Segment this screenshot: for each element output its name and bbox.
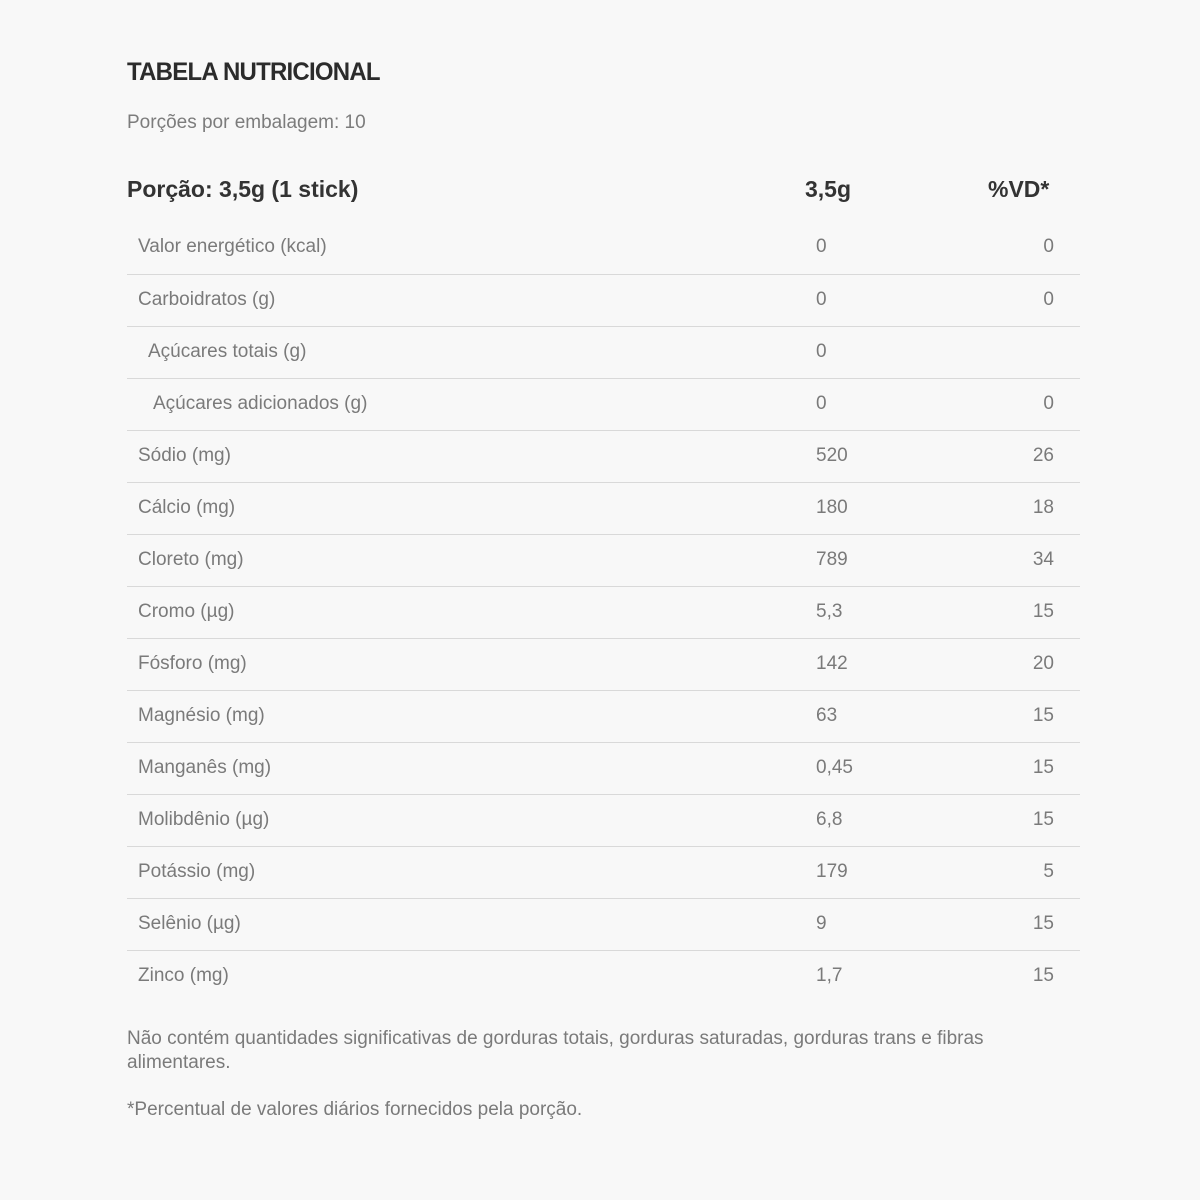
nutrient-amount: 1,7 — [816, 965, 843, 986]
table-row — [127, 430, 1080, 482]
nutrient-name: Valor energético (kcal) — [138, 236, 327, 257]
table-row — [127, 690, 1080, 742]
daily-value-footnote: *Percentual de valores diários fornecidos pela porção. — [127, 1099, 583, 1120]
nutrient-name: Cloreto (mg) — [138, 549, 244, 570]
nutrient-name: Molibdênio (µg) — [138, 809, 270, 830]
nutrient-amount: 142 — [816, 653, 848, 674]
servings-per-package: Porções por embalagem: 10 — [127, 112, 366, 133]
nutrient-amount: 520 — [816, 445, 848, 466]
nutrient-daily-value: 15 — [1032, 757, 1054, 778]
nutrient-daily-value: 0 — [1043, 236, 1054, 257]
nutrient-daily-value: 15 — [1032, 601, 1054, 622]
nutrient-daily-value: 0 — [1043, 393, 1054, 414]
nutrient-name: Cromo (µg) — [138, 601, 235, 622]
nutrient-daily-value: 20 — [1032, 653, 1054, 674]
table-row — [127, 898, 1080, 950]
nutrient-name: Zinco (mg) — [138, 965, 229, 986]
nutrient-daily-value: 18 — [1032, 497, 1054, 518]
nutrient-amount: 63 — [816, 705, 838, 726]
page-title: TABELA NUTRICIONAL — [127, 58, 380, 86]
nutrient-name: Carboidratos (g) — [138, 289, 276, 310]
table-row — [127, 326, 1080, 378]
nutrient-name: Fósforo (mg) — [138, 653, 247, 674]
nutrient-amount: 180 — [816, 497, 848, 518]
table-row — [127, 222, 1080, 274]
nutrient-daily-value: 15 — [1032, 809, 1054, 830]
insignificant-nutrients-note: Não contém quantidades significativas de gorduras totais, gorduras saturadas, gorduras trans e fibras alimentares. — [127, 1028, 984, 1073]
nutrient-amount: 0,45 — [816, 757, 853, 778]
nutrient-daily-value: 5 — [1043, 861, 1054, 882]
portion-header: Porção: 3,5g (1 stick) — [127, 176, 359, 202]
nutrient-daily-value: 15 — [1032, 913, 1054, 934]
nutrient-name: Açúcares totais (g) — [148, 341, 307, 362]
amount-header: 3,5g — [805, 176, 852, 202]
table-row — [127, 846, 1080, 898]
table-row — [127, 274, 1080, 326]
nutrient-amount: 0 — [816, 289, 827, 310]
table-row — [127, 378, 1080, 430]
nutrient-name: Manganês (mg) — [138, 757, 272, 778]
table-row — [127, 742, 1080, 794]
nutrient-amount: 9 — [816, 913, 827, 934]
table-row — [127, 794, 1080, 846]
nutrient-name: Magnésio (mg) — [138, 705, 265, 726]
nutrition-table — [127, 166, 1080, 986]
nutrient-daily-value: 34 — [1032, 549, 1054, 570]
nutrient-name: Potássio (mg) — [138, 861, 256, 882]
nutrient-daily-value: 26 — [1032, 445, 1054, 466]
table-row — [127, 482, 1080, 534]
nutrient-name: Açúcares adicionados (g) — [153, 393, 368, 414]
nutrient-amount: 0 — [816, 341, 827, 362]
nutrient-daily-value: 0 — [1043, 289, 1054, 310]
nutrient-amount: 5,3 — [816, 601, 843, 622]
nutrient-amount: 0 — [816, 236, 827, 257]
nutrient-amount: 0 — [816, 393, 827, 414]
table-body — [127, 222, 1080, 1002]
daily-value-header: %VD* — [988, 176, 1050, 202]
nutrient-name: Cálcio (mg) — [138, 497, 236, 518]
table-row — [127, 586, 1080, 638]
nutrient-daily-value: 15 — [1032, 705, 1054, 726]
nutrient-amount: 6,8 — [816, 809, 843, 830]
table-row — [127, 638, 1080, 690]
nutrient-daily-value: 15 — [1032, 965, 1054, 986]
nutrient-amount: 179 — [816, 861, 848, 882]
table-header — [127, 166, 1080, 214]
nutrient-amount: 789 — [816, 549, 848, 570]
table-row — [127, 950, 1080, 1002]
nutrient-name: Selênio (µg) — [138, 913, 241, 934]
nutrient-name: Sódio (mg) — [138, 445, 231, 466]
table-row — [127, 534, 1080, 586]
